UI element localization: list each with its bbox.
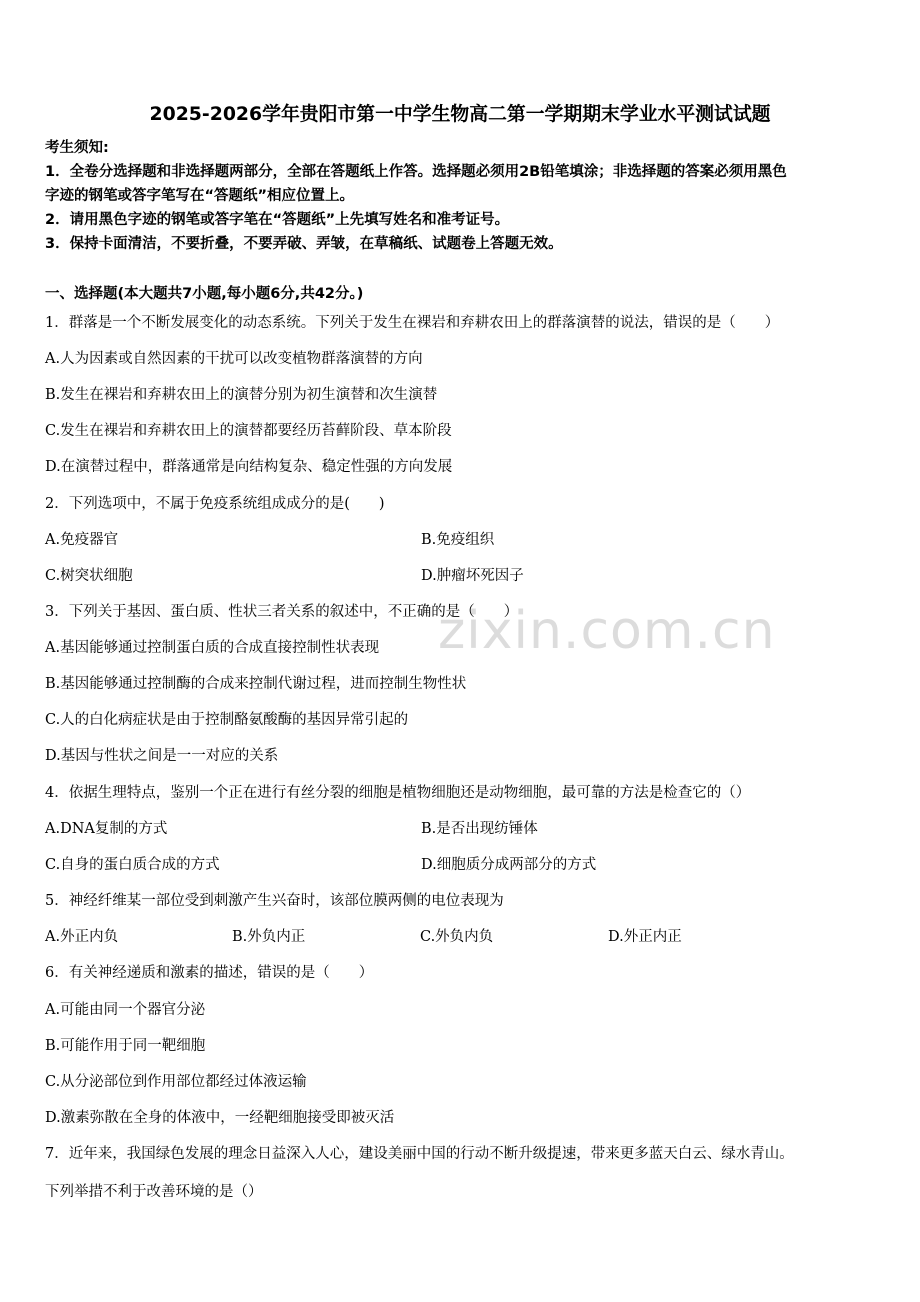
- answer-option: C.发生在裸岩和弃耕农田上的演替都要经历苔藓阶段、草本阶段: [45, 423, 452, 439]
- answer-option: A.DNA复制的方式: [45, 821, 168, 837]
- answer-option: A.可能由同一个器官分泌: [45, 1002, 206, 1018]
- question-stem: 6．有关神经递质和激素的描述，错误的是（ ）: [45, 965, 374, 981]
- answer-option: B.是否出现纺锤体: [421, 821, 538, 837]
- notice-item: 3．保持卡面清洁，不要折叠，不要弄破、弄皱，在草稿纸、试题卷上答题无效。: [45, 236, 563, 252]
- answer-option: A.外正内负: [45, 929, 119, 945]
- notice-item: 2．请用黑色字迹的钢笔或答字笔在“答题纸”上先填写姓名和准考证号。: [45, 212, 510, 228]
- answer-option: D.细胞质分成两部分的方式: [421, 857, 597, 873]
- notice-item: 字迹的钢笔或答字笔写在“答题纸”相应位置上。: [45, 188, 355, 204]
- answer-option: A.免疫器官: [45, 532, 119, 548]
- answer-option: A.人为因素或自然因素的干扰可以改变植物群落演替的方向: [45, 351, 423, 367]
- answer-option: D.在演替过程中，群落通常是向结构复杂、稳定性强的方向发展: [45, 459, 453, 475]
- answer-option: D.激素弥散在全身的体液中，一经靶细胞接受即被灭活: [45, 1110, 395, 1126]
- answer-option: C.外负内负: [420, 929, 494, 945]
- answer-option: C.自身的蛋白质合成的方式: [45, 857, 220, 873]
- question-stem: 4．依据生理特点，鉴别一个正在进行有丝分裂的细胞是植物细胞还是动物细胞，最可靠的方法是检查它的（）: [45, 785, 751, 801]
- question-stem: 3．下列关于基因、蛋白质、性状三者关系的叙述中，不正确的是（ ）: [45, 604, 519, 620]
- answer-option: B.免疫组织: [421, 532, 495, 548]
- notice-heading: 考生须知:: [45, 140, 109, 156]
- answer-option: D.肿瘤坏死因子: [421, 568, 524, 584]
- question-stem: 2．下列选项中，不属于免疫系统组成成分的是( ): [45, 496, 385, 512]
- question-stem: 5．神经纤维某一部位受到刺激产生兴奋时，该部位膜两侧的电位表现为: [45, 893, 504, 909]
- answer-option: D.基因与性状之间是一一对应的关系: [45, 748, 279, 764]
- answer-option: D.外正内正: [608, 929, 682, 945]
- answer-option: A.基因能够通过控制蛋白质的合成直接控制性状表现: [45, 640, 380, 656]
- answer-option: C.人的白化病症状是由于控制酪氨酸酶的基因异常引起的: [45, 712, 409, 728]
- answer-option: B.发生在裸岩和弃耕农田上的演替分别为初生演替和次生演替: [45, 387, 438, 403]
- notice-item: 1．全卷分选择题和非选择题两部分，全部在答题纸上作答。选择题必须用2B铅笔填涂；非选择题的答案必须用黑色: [45, 164, 787, 180]
- watermark: zixin.com.cn: [438, 601, 776, 661]
- section-heading: 一、选择题(本大题共7小题,每小题6分,共42分。): [45, 286, 364, 302]
- question-stem-continued: 下列举措不利于改善环境的是（）: [45, 1184, 263, 1200]
- answer-option: C.树突状细胞: [45, 568, 133, 584]
- question-stem: 1．群落是一个不断发展变化的动态系统。下列关于发生在裸岩和弃耕农田上的群落演替的说法，错误的是（ ）: [45, 315, 780, 331]
- exam-title: 2025-2026学年贵阳市第一中学生物高二第一学期期末学业水平测试试题: [149, 103, 771, 125]
- question-stem: 7．近年来，我国绿色发展的理念日益深入人心，建设美丽中国的行动不断升级提速，带来更多蓝天白云、绿水青山。: [45, 1146, 794, 1162]
- answer-option: C.从分泌部位到作用部位都经过体液运输: [45, 1074, 307, 1090]
- answer-option: B.基因能够通过控制酶的合成来控制代谢过程，进而控制生物性状: [45, 676, 467, 692]
- answer-option: B.可能作用于同一靶细胞: [45, 1038, 206, 1054]
- answer-option: B.外负内正: [232, 929, 306, 945]
